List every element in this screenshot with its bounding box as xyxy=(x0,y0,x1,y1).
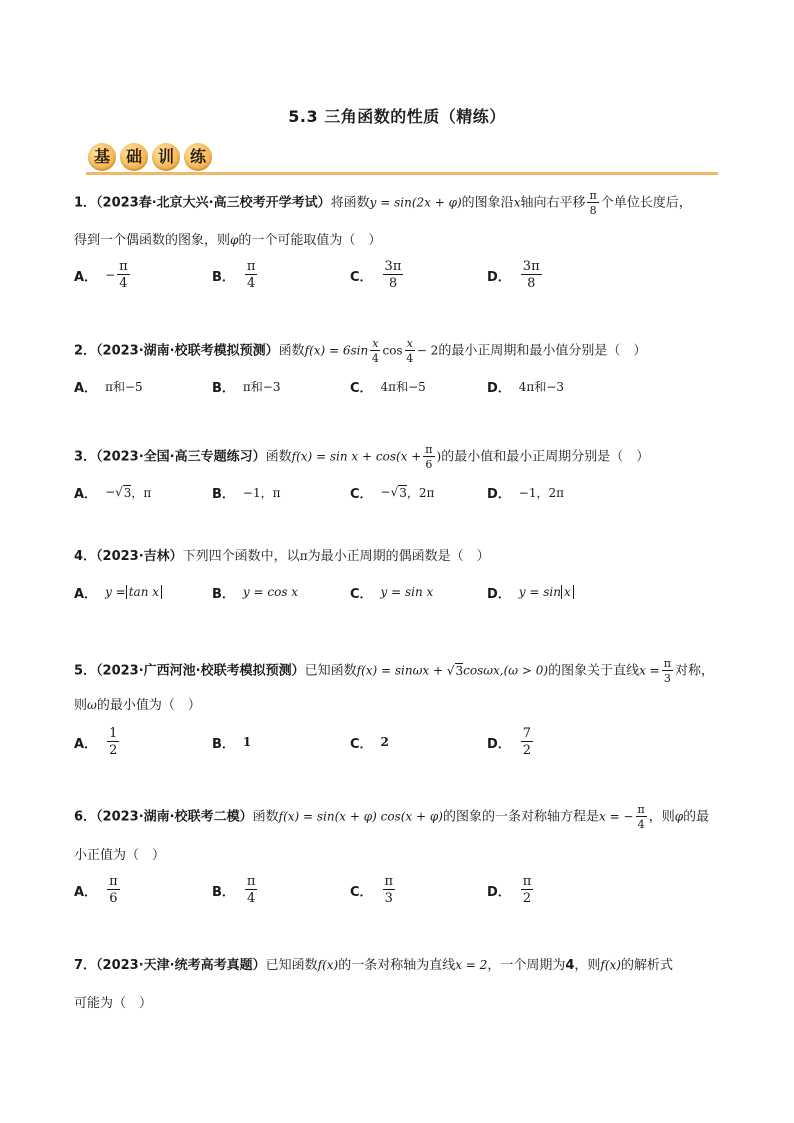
fraction-numerator: π xyxy=(522,874,532,889)
math-variable: ω xyxy=(87,698,97,712)
option-b[interactable] xyxy=(212,722,251,762)
option-a[interactable] xyxy=(74,572,162,612)
stem-text: 的最 xyxy=(683,809,710,825)
math-expression: y = sin(2x + φ) xyxy=(369,195,462,210)
question-number: 1． xyxy=(74,195,97,211)
math-fraction xyxy=(370,338,380,364)
fraction-numerator: x xyxy=(406,337,413,350)
option-label: D． xyxy=(487,884,511,900)
math-symbol: π xyxy=(299,549,308,563)
stem-text: 下列四个函数中，以 xyxy=(182,549,300,564)
math-fraction xyxy=(245,260,258,290)
stem-text: 的解析式 xyxy=(620,958,673,973)
fraction-denominator: 6 xyxy=(425,458,433,471)
question-3-stem xyxy=(74,444,734,470)
option-label: C． xyxy=(350,586,373,602)
math-fraction xyxy=(521,875,534,905)
math-fraction xyxy=(636,804,647,830)
sqrt-radicand: 3 xyxy=(123,485,132,500)
option-a[interactable] xyxy=(74,722,121,762)
fraction-denominator: 4 xyxy=(371,352,379,365)
question-2-options xyxy=(74,366,734,406)
option-label: C． xyxy=(350,736,373,752)
question-4-options xyxy=(74,572,734,612)
math-fraction xyxy=(245,875,258,905)
option-d[interactable] xyxy=(487,870,535,910)
stem-text: 的一个可能取值为（ ） xyxy=(238,233,382,248)
math-expression: f(x) xyxy=(600,958,621,972)
fraction-denominator: 2 xyxy=(109,743,118,758)
math-fraction xyxy=(521,260,542,290)
option-c[interactable] xyxy=(350,366,426,406)
question-5-stem: 5．（2023·广西河池·校联考模拟预测）已知函数f(x) = sinωx + √3cosωx,(ω > 0)的图象关于直线x = $\frac{\pi}{3}$ 对称， xyxy=(74,657,714,685)
option-label: A． xyxy=(74,586,98,602)
question-source: （2023·天津·统考高考真题） xyxy=(96,958,266,973)
option-text: 4π和−3 xyxy=(518,379,565,394)
stem-text: ，则 xyxy=(648,809,675,825)
option-d[interactable] xyxy=(487,255,544,295)
fraction-numerator: 1 xyxy=(109,726,118,741)
option-label: A． xyxy=(74,486,98,502)
stem-text: 的图象的一条对称轴方程是 xyxy=(442,809,599,825)
option-label: B． xyxy=(212,884,235,900)
stem-text: 的图象沿 xyxy=(461,195,514,211)
math-fraction xyxy=(521,727,533,757)
math-expression: f(x) = sin x + cos(x + xyxy=(291,449,422,464)
option-text: 4π和−5 xyxy=(380,379,426,394)
fraction-numerator: π xyxy=(246,259,256,274)
option-d[interactable] xyxy=(487,572,574,612)
fraction-numerator: 3π xyxy=(522,259,540,274)
stem-text: 将函数 xyxy=(330,195,370,211)
option-a[interactable] xyxy=(74,255,132,295)
option-label: C． xyxy=(350,884,373,900)
option-label: B． xyxy=(212,269,235,285)
math-expression: cosωx,(ω > 0) xyxy=(463,663,549,678)
section-divider xyxy=(86,172,718,175)
stem-text: 对称， xyxy=(674,663,714,679)
stem-text: 的最小正周期和最小值分别是（ ） xyxy=(438,343,647,359)
stem-text: 小正值为（ ） xyxy=(74,848,166,863)
math-fraction xyxy=(107,727,119,757)
math-fraction xyxy=(383,875,396,905)
option-text: ，π xyxy=(131,485,152,500)
math-expression: x = 2 xyxy=(455,958,488,972)
question-2-stem xyxy=(74,338,734,364)
question-source: （2023·吉林） xyxy=(96,549,183,564)
math-expression: − 2 xyxy=(416,343,439,358)
fraction-denominator: 2 xyxy=(522,743,532,758)
question-number: 7． xyxy=(74,958,97,973)
question-number: 4． xyxy=(74,549,97,564)
fraction-numerator: π xyxy=(637,803,645,816)
question-number: 5． xyxy=(74,663,97,679)
fraction-numerator: π xyxy=(663,657,671,670)
sqrt-radicand: 3 xyxy=(455,663,464,678)
math-fraction xyxy=(587,190,598,216)
option-label: D． xyxy=(487,586,511,602)
question-1-options xyxy=(74,255,734,295)
option-b[interactable] xyxy=(212,572,298,612)
question-source: （2023·广西河池·校联考模拟预测） xyxy=(96,663,305,679)
option-b[interactable] xyxy=(212,472,281,512)
math-expression: cos xyxy=(382,343,403,358)
fraction-numerator: 7 xyxy=(522,726,532,741)
math-expression: x = xyxy=(639,663,660,678)
question-1-stem-line2 xyxy=(74,229,381,248)
option-label: A． xyxy=(74,884,98,900)
stem-text: 的最小值为（ ） xyxy=(96,698,201,713)
option-label: B． xyxy=(212,586,235,602)
fraction-denominator: 2 xyxy=(522,891,532,906)
sqrt-radicand: 3 xyxy=(399,485,407,500)
question-number: 3． xyxy=(74,449,97,465)
fraction-denominator: 6 xyxy=(109,891,118,906)
section-badge-char: 基 xyxy=(88,143,116,171)
fraction-numerator: π xyxy=(119,259,128,274)
math-fraction xyxy=(107,875,120,905)
stem-text: 已知函数 xyxy=(265,958,318,973)
math-fraction xyxy=(383,260,404,290)
option-label: B． xyxy=(212,380,235,396)
fraction-denominator: 4 xyxy=(247,891,256,906)
option-label: A． xyxy=(74,736,98,752)
option-c[interactable] xyxy=(350,255,405,295)
stem-text: 个单位长度后， xyxy=(600,195,692,211)
math-fraction xyxy=(405,338,415,364)
math-variable: x xyxy=(513,195,521,210)
option-text: y = sin xyxy=(518,585,561,599)
stem-text: 已知函数 xyxy=(304,663,357,679)
question-source: （2023·湖南·校联考模拟预测） xyxy=(96,343,279,359)
question-number: 2． xyxy=(74,343,97,359)
fraction-denominator: 3 xyxy=(663,672,671,685)
option-label: A． xyxy=(74,269,98,285)
question-source: （2023·全国·高三专题练习） xyxy=(96,449,266,465)
math-fraction xyxy=(117,260,130,290)
stem-text: 为最小正周期的偶函数是（ ） xyxy=(307,549,490,564)
question-1-stem xyxy=(74,190,734,216)
math-variable: φ xyxy=(230,233,239,247)
option-c[interactable] xyxy=(350,572,433,612)
option-label: C． xyxy=(350,380,373,396)
stem-text: 的一条对称轴为直线 xyxy=(338,958,456,973)
option-a[interactable]: A． − √ 3 ，π xyxy=(74,472,151,512)
option-label: D． xyxy=(487,269,511,285)
option-a[interactable] xyxy=(74,870,122,910)
stem-text: ，则 xyxy=(574,958,601,973)
option-sign: − xyxy=(380,485,391,499)
question-6-options xyxy=(74,870,734,910)
stem-text: 函数 xyxy=(265,449,292,465)
option-d[interactable] xyxy=(487,472,564,512)
option-label: C． xyxy=(350,269,373,285)
option-b[interactable] xyxy=(212,870,259,910)
question-5-options xyxy=(74,722,734,762)
option-text: π和−3 xyxy=(242,379,281,394)
stem-text: 的最小值和最小正周期分别是（ ） xyxy=(441,449,650,465)
question-3-options xyxy=(74,472,734,512)
option-text: −1，2π xyxy=(518,485,565,500)
fraction-denominator: 8 xyxy=(589,204,597,217)
question-source: （2023春·北京大兴·高三校考开学考试） xyxy=(96,195,331,211)
stem-text: 轴向右平移 xyxy=(520,195,586,211)
math-fraction xyxy=(423,444,434,470)
option-label: D． xyxy=(487,486,511,502)
section-badge-char: 础 xyxy=(120,143,148,171)
question-5-stem-line2 xyxy=(74,694,201,713)
option-text: −1，π xyxy=(242,485,281,500)
stem-text: 函数 xyxy=(278,343,305,359)
fraction-numerator: 3π xyxy=(384,259,402,274)
fraction-denominator: 8 xyxy=(388,276,398,291)
math-number: 4 xyxy=(565,958,575,973)
fraction-denominator: 4 xyxy=(406,352,414,365)
option-label: B． xyxy=(212,736,235,752)
option-text: π和−5 xyxy=(105,379,143,394)
fraction-numerator: π xyxy=(246,874,256,889)
fraction-denominator: 4 xyxy=(637,818,645,831)
fraction-denominator: 4 xyxy=(247,276,256,291)
question-6-stem xyxy=(74,804,734,830)
math-expression: f(x) = 6sin xyxy=(304,343,369,358)
stem-text: ，一个周期为 xyxy=(487,958,566,973)
option-c[interactable] xyxy=(350,722,389,762)
option-label: D． xyxy=(487,380,511,396)
math-expression: x = − xyxy=(598,809,634,824)
fraction-denominator: 4 xyxy=(119,276,128,291)
question-7-stem xyxy=(74,955,734,976)
math-variable: φ xyxy=(674,809,684,824)
math-expression: f(x) = sin(x + φ) cos(x + φ) xyxy=(278,809,443,824)
option-sign: − xyxy=(105,485,116,499)
page-title: 5.3 三角函数的性质（精练） xyxy=(288,107,506,126)
option-text: ，2π xyxy=(406,485,435,500)
math-expression: f(x) xyxy=(317,958,339,972)
math-fraction xyxy=(662,658,673,684)
fraction-numerator: π xyxy=(384,874,394,889)
math-expression: f(x) = sinωx + xyxy=(356,663,447,678)
option-d[interactable] xyxy=(487,366,564,406)
fraction-numerator: x xyxy=(372,337,379,350)
abs-value-expression: x xyxy=(561,585,574,599)
option-c[interactable] xyxy=(350,870,397,910)
option-sign: − xyxy=(105,268,116,282)
option-label: A． xyxy=(74,380,98,396)
question-7-stem-line2 xyxy=(74,992,152,1011)
question-source: （2023·湖南·校联考二模） xyxy=(96,809,253,825)
section-badge-char: 练 xyxy=(184,143,212,171)
option-b[interactable] xyxy=(212,366,281,406)
option-text: y = sin x xyxy=(380,585,434,599)
option-d[interactable] xyxy=(487,722,535,762)
option-label: D． xyxy=(487,736,511,752)
stem-text: 得到一个偶函数的图象，则 xyxy=(74,233,231,248)
fraction-denominator: 8 xyxy=(527,276,536,291)
stem-text: 可能为（ ） xyxy=(74,996,153,1011)
abs-value-expression: tan x xyxy=(126,585,162,599)
option-a[interactable] xyxy=(74,366,143,406)
stem-text: 则 xyxy=(74,698,88,713)
fraction-numerator: π xyxy=(425,443,433,456)
stem-text: 的图象关于直线 xyxy=(548,663,640,679)
option-text: 1 xyxy=(242,735,252,749)
option-label: C． xyxy=(350,486,373,502)
stem-text: 函数 xyxy=(252,809,279,825)
option-text: 2 xyxy=(380,735,389,749)
option-c[interactable]: C． − √ 3 ，2π xyxy=(350,472,434,512)
question-6-stem-line2 xyxy=(74,844,165,863)
option-text: y = cos x xyxy=(242,585,299,599)
math-expression: ) xyxy=(436,449,442,464)
fraction-numerator: π xyxy=(109,874,118,889)
option-label: B． xyxy=(212,486,235,502)
option-b[interactable] xyxy=(212,255,259,295)
section-badge-char: 训 xyxy=(152,143,180,171)
fraction-denominator: 3 xyxy=(384,891,393,906)
option-text: y = xyxy=(105,585,126,599)
fraction-numerator: π xyxy=(589,189,597,202)
question-number: 6． xyxy=(74,809,97,825)
question-4-stem xyxy=(74,546,734,567)
